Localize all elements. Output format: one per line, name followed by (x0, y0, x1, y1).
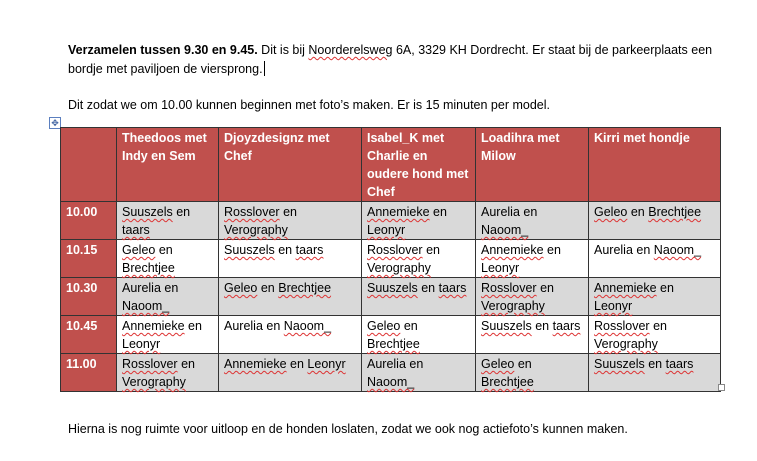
pair-cell[interactable]: Aurelia en Naoom_ (219, 316, 362, 354)
closing-paragraph[interactable]: Hierna is nog ruimte voor uitloop en de honden loslaten, zodat we ook nog actiefoto’s kunnen maken. (68, 422, 628, 436)
pair-cell[interactable]: Suuszels en taars (476, 316, 589, 354)
pair-cell[interactable]: Geleo en Brechtjee (476, 354, 589, 392)
intro-paragraph[interactable] (68, 41, 728, 79)
pair-cell[interactable]: Geleo en Brechtjee (117, 240, 219, 278)
table-row (61, 240, 721, 278)
time-slot: 10.15 (61, 240, 117, 278)
pair-cell[interactable]: Aurelia en Naoom_ (476, 202, 589, 240)
header-row (61, 128, 721, 202)
pair-cell[interactable]: Rosslover en Verography (117, 354, 219, 392)
pair-cell[interactable]: Annemieke en Leonyr (476, 240, 589, 278)
pair-cell[interactable]: Geleo en Brechtjee (362, 316, 476, 354)
intro-text-b: 6A, 3329 KH Dordrecht. Er staat bij de parkeerplaats een bordje met paviljoen de viersprong. (68, 43, 713, 76)
time-slot: 10.45 (61, 316, 117, 354)
pair-cell[interactable]: Suuszels en taars (219, 240, 362, 278)
header-model-2: Djoyzdesignz met Chef (219, 128, 362, 202)
pair-cell[interactable]: Rosslover en Verography (476, 278, 589, 316)
table-resize-handle[interactable] (718, 384, 725, 391)
table-row (61, 278, 721, 316)
pair-cell[interactable]: Annemieke en Leonyr (117, 316, 219, 354)
pair-cell[interactable]: Rosslover en Verography (219, 202, 362, 240)
header-model-4: Loadihra met Milow (476, 128, 589, 202)
gathering-time: Verzamelen tussen 9.30 en 9.45. (68, 43, 258, 57)
header-model-3: Isabel_K met Charlie en oudere hond met Chef (362, 128, 476, 202)
pair-cell[interactable]: Annemieke en Leonyr (219, 354, 362, 392)
time-slot: 11.00 (61, 354, 117, 392)
pair-cell[interactable]: Aurelia en Naoom_ (117, 278, 219, 316)
pair-cell[interactable]: Suuszels en taars (117, 202, 219, 240)
header-model-5: Kirri met hondje (589, 128, 721, 202)
pair-cell[interactable]: Aurelia en Naoom_ (362, 354, 476, 392)
pair-cell[interactable]: Suuszels en taars (362, 278, 476, 316)
street-name: Noorderelsweg (308, 43, 393, 57)
move-arrows-icon[interactable]: ✥ (49, 117, 61, 129)
pair-cell[interactable]: Aurelia en Naoom_ (589, 240, 721, 278)
pair-cell[interactable]: Annemieke en Leonyr (362, 202, 476, 240)
text-cursor (264, 61, 265, 76)
schedule-table (60, 127, 721, 392)
table-row (61, 316, 721, 354)
pair-cell[interactable]: Rosslover en Verography (362, 240, 476, 278)
table-row (61, 354, 721, 392)
note-paragraph[interactable]: Dit zodat we om 10.00 kunnen beginnen met foto’s maken. Er is 15 minuten per model. (68, 98, 550, 112)
intro-text-a: Dit is bij (257, 43, 309, 57)
time-slot: 10.00 (61, 202, 117, 240)
pair-cell[interactable]: Annemieke en Leonyr (589, 278, 721, 316)
pair-cell[interactable]: Geleo en Brechtjee (589, 202, 721, 240)
header-corner (61, 128, 117, 202)
pair-cell[interactable]: Rosslover en Verography (589, 316, 721, 354)
pair-cell[interactable]: Suuszels en taars (589, 354, 721, 392)
table-row (61, 202, 721, 240)
pair-cell[interactable]: Geleo en Brechtjee (219, 278, 362, 316)
time-slot: 10.30 (61, 278, 117, 316)
header-model-1: Theedoos met Indy en Sem (117, 128, 219, 202)
